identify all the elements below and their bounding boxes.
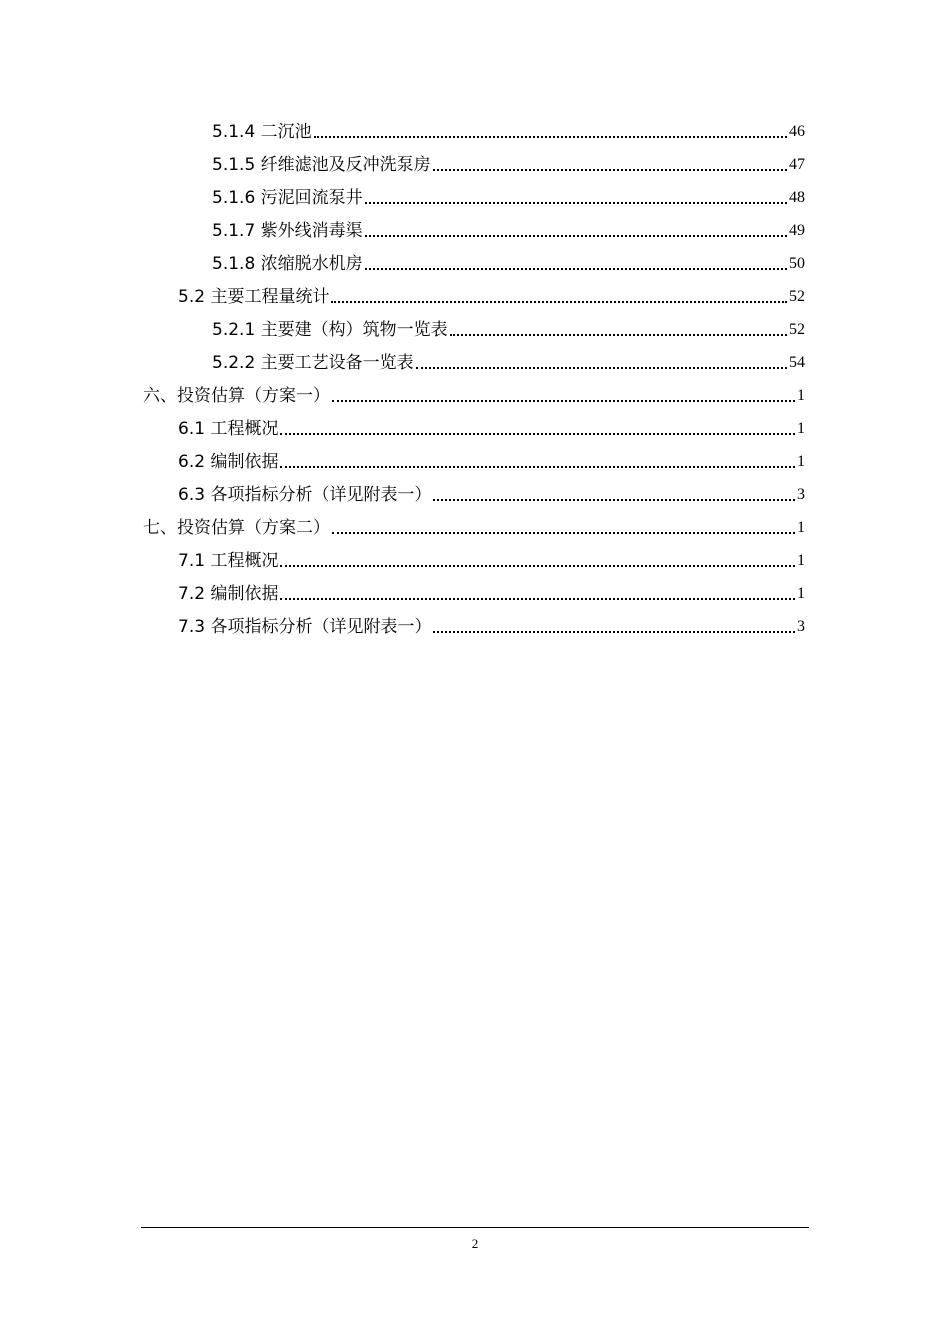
toc-entry-label: 5.1.5 纤维滤池及反冲洗泵房 — [212, 155, 431, 175]
toc-entry-6-1[interactable] — [178, 408, 805, 441]
toc-entry-page: 1 — [797, 552, 805, 569]
toc-dot-leader — [314, 136, 787, 138]
toc-entry-5-1-5[interactable] — [212, 144, 805, 177]
toc-entry-page: 1 — [797, 387, 805, 404]
toc-entry-label: 5.1.7 紫外线消毒渠 — [212, 221, 363, 241]
toc-entry-page: 3 — [797, 618, 805, 635]
toc-entry-5-1-7[interactable] — [212, 210, 805, 243]
toc-entry-5-2[interactable] — [178, 276, 805, 309]
toc-dot-leader — [416, 367, 787, 369]
toc-entry-label: 5.1.8 浓缩脱水机房 — [212, 254, 363, 274]
toc-dot-leader — [280, 565, 795, 567]
toc-entry-label: 6.2 编制依据 — [178, 452, 279, 472]
toc-entry-label: 5.2.2 主要工艺设备一览表 — [212, 353, 414, 373]
toc-entry-label: 7.2 编制依据 — [178, 584, 279, 604]
toc-entry-5-1-8[interactable] — [212, 243, 805, 276]
toc-entry-5-1-4[interactable] — [212, 111, 805, 144]
toc-dot-leader — [280, 433, 795, 435]
toc-dot-leader — [450, 334, 787, 336]
toc-entry-page: 1 — [797, 519, 805, 536]
toc-entry-page: 47 — [789, 156, 805, 173]
toc-dot-leader — [433, 499, 795, 501]
toc-entry-label: 5.2.1 主要建（构）筑物一览表 — [212, 320, 448, 340]
toc-entry-label: 5.1.6 污泥回流泵井 — [212, 188, 363, 208]
toc-entry-5-1-6[interactable] — [212, 177, 805, 210]
toc-entry-chapter-7[interactable] — [143, 507, 805, 540]
toc-entry-page: 1 — [797, 453, 805, 470]
toc-entry-6-3[interactable] — [178, 474, 805, 507]
footer-page-number: 2 — [471, 1236, 479, 1251]
toc-entry-page: 52 — [789, 288, 805, 305]
toc-dot-leader — [433, 631, 795, 633]
toc-entry-label: 6.1 工程概况 — [178, 419, 279, 439]
toc-entry-page: 52 — [789, 321, 805, 338]
toc-dot-leader — [280, 598, 795, 600]
toc-dot-leader — [365, 202, 787, 204]
toc-entry-5-2-2[interactable] — [212, 342, 805, 375]
toc-entry-7-2[interactable] — [178, 573, 805, 606]
toc-dot-leader — [365, 268, 787, 270]
toc-entry-page: 1 — [797, 585, 805, 602]
toc-entry-label: 六、投资估算（方案一） — [143, 386, 330, 406]
toc-entry-label: 7.1 工程概况 — [178, 551, 279, 571]
toc-entry-page: 1 — [797, 420, 805, 437]
toc-entry-label: 7.3 各项指标分析（详见附表一） — [178, 617, 432, 637]
footer-divider — [141, 1227, 809, 1228]
toc-entry-chapter-6[interactable] — [143, 375, 805, 408]
toc-dot-leader — [332, 532, 795, 534]
toc-dot-leader — [332, 400, 795, 402]
toc-entry-page: 46 — [789, 123, 805, 140]
toc-entry-page: 50 — [789, 255, 805, 272]
toc-entry-label: 七、投资估算（方案二） — [143, 518, 330, 538]
toc-dot-leader — [365, 235, 787, 237]
toc-dot-leader — [280, 466, 795, 468]
toc-entry-page: 49 — [789, 222, 805, 239]
toc-entry-7-1[interactable] — [178, 540, 805, 573]
toc-entry-label: 5.1.4 二沉池 — [212, 122, 312, 142]
toc-entry-label: 5.2 主要工程量统计 — [178, 287, 330, 307]
toc-entry-7-3[interactable] — [178, 606, 805, 639]
toc-entry-5-2-1[interactable] — [212, 309, 805, 342]
toc-entry-label: 6.3 各项指标分析（详见附表一） — [178, 485, 432, 505]
toc-entry-page: 54 — [789, 354, 805, 371]
toc-entry-6-2[interactable] — [178, 441, 805, 474]
toc-dot-leader — [433, 169, 787, 171]
toc-dot-leader — [331, 301, 787, 303]
toc-entry-page: 3 — [797, 486, 805, 503]
toc-entry-page: 48 — [789, 189, 805, 206]
